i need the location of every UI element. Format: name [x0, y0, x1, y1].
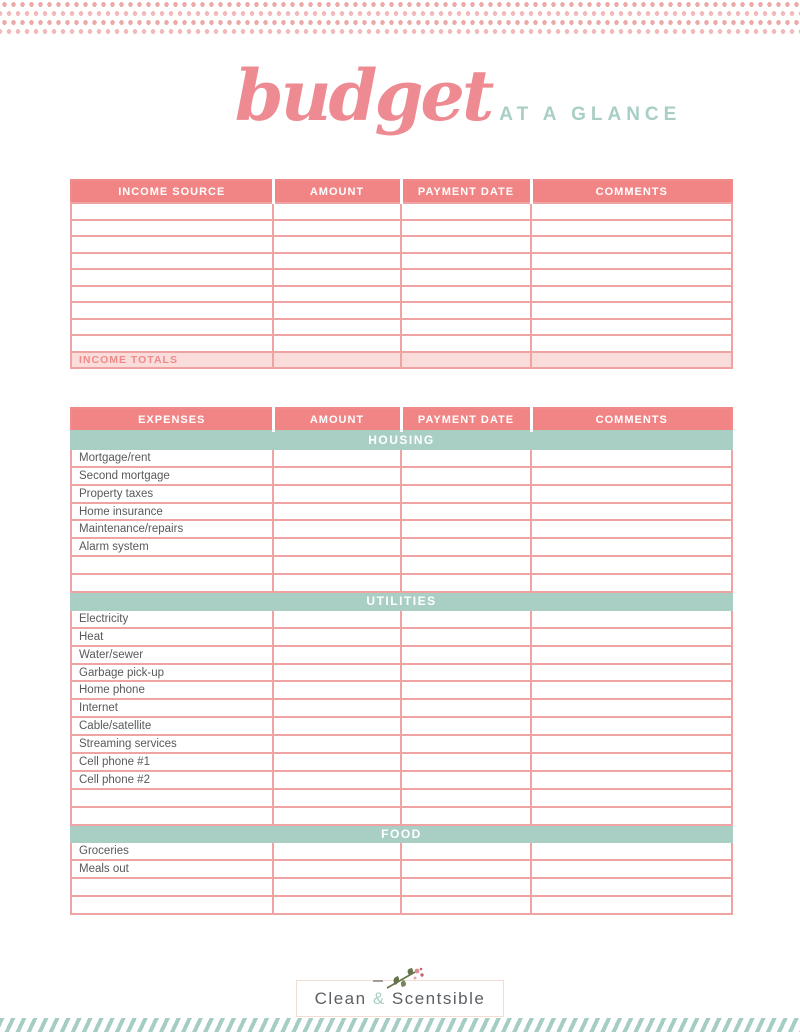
expense-empty-cell: [273, 485, 401, 503]
expense-empty-cell: [273, 753, 401, 771]
expense-empty-cell: [531, 699, 732, 717]
expense-empty-cell: [273, 860, 401, 878]
expense-empty-cell: [71, 878, 273, 896]
expense-empty-cell: [273, 538, 401, 556]
expense-row: [71, 485, 732, 503]
income-empty-cell: [531, 269, 732, 286]
income-row: [71, 203, 732, 220]
expenses-table-body: [71, 408, 732, 914]
brand-footer: [0, 976, 800, 1017]
income-empty-cell: [273, 253, 401, 270]
expenses-header-row: [71, 408, 732, 431]
income-empty-cell: [71, 335, 273, 352]
expense-empty-cell: [401, 467, 531, 485]
expense-empty-cell: [531, 538, 732, 556]
brand-word-scentsible: Scentsible: [391, 989, 486, 1008]
expense-label-cell: Cell phone #2: [71, 771, 273, 789]
expense-row: [71, 681, 732, 699]
income-empty-cell: [401, 302, 531, 319]
expense-empty-cell: [273, 878, 401, 896]
expense-empty-cell: [273, 896, 401, 914]
income-empty-cell: [71, 203, 273, 220]
expense-empty-cell: [531, 449, 732, 467]
expense-row: [71, 664, 732, 682]
expense-label-cell: Property taxes: [71, 485, 273, 503]
expense-empty-cell: [273, 807, 401, 825]
expense-empty-cell: [71, 807, 273, 825]
income-empty-cell: [401, 319, 531, 336]
income-empty-cell: [531, 236, 732, 253]
income-empty-cell: [71, 319, 273, 336]
expense-row: [71, 789, 732, 807]
expense-empty-cell: [531, 842, 732, 860]
section-band-utilities: [71, 592, 732, 610]
income-empty-cell: [71, 253, 273, 270]
expense-label-cell: Electricity: [71, 610, 273, 628]
income-row: [71, 236, 732, 253]
income-header-cell: COMMENTS: [531, 180, 732, 203]
expense-label-cell: Water/sewer: [71, 646, 273, 664]
polka-dot-top-border: [0, 0, 800, 35]
expense-row: [71, 628, 732, 646]
section-band-housing: [71, 431, 732, 449]
income-empty-cell: [401, 335, 531, 352]
income-totals-empty-cell: [401, 352, 531, 369]
expense-empty-cell: [401, 574, 531, 592]
expense-empty-cell: [401, 681, 531, 699]
expense-empty-cell: [531, 789, 732, 807]
expense-label-cell: Meals out: [71, 860, 273, 878]
expense-empty-cell: [531, 556, 732, 574]
expense-empty-cell: [273, 610, 401, 628]
expense-label-cell: Home insurance: [71, 503, 273, 521]
expense-empty-cell: [531, 503, 732, 521]
expense-empty-cell: [531, 735, 732, 753]
expense-empty-cell: [273, 574, 401, 592]
expense-label-cell: Second mortgage: [71, 467, 273, 485]
income-empty-cell: [273, 236, 401, 253]
expense-empty-cell: [531, 610, 732, 628]
income-empty-cell: [531, 335, 732, 352]
expense-label-cell: Cell phone #1: [71, 753, 273, 771]
income-header-cell: INCOME SOURCE: [71, 180, 273, 203]
expense-empty-cell: [71, 896, 273, 914]
income-empty-cell: [401, 236, 531, 253]
expense-empty-cell: [273, 646, 401, 664]
expense-empty-cell: [401, 842, 531, 860]
income-totals-empty-cell: [273, 352, 401, 369]
expense-empty-cell: [401, 503, 531, 521]
section-band-label: HOUSING: [71, 431, 732, 449]
brand-word-clean: Clean: [314, 989, 367, 1008]
expense-empty-cell: [71, 556, 273, 574]
expense-empty-cell: [531, 878, 732, 896]
expense-empty-cell: [401, 520, 531, 538]
expense-empty-cell: [273, 628, 401, 646]
income-row: [71, 335, 732, 352]
income-empty-cell: [273, 319, 401, 336]
expense-empty-cell: [531, 860, 732, 878]
expense-empty-cell: [531, 520, 732, 538]
expense-row: [71, 556, 732, 574]
income-row: [71, 302, 732, 319]
income-empty-cell: [273, 203, 401, 220]
expense-empty-cell: [401, 628, 531, 646]
expense-row: [71, 717, 732, 735]
expense-empty-cell: [273, 789, 401, 807]
expense-empty-cell: [531, 896, 732, 914]
expense-label-cell: Alarm system: [71, 538, 273, 556]
expense-row: [71, 449, 732, 467]
expense-empty-cell: [273, 556, 401, 574]
expense-label-cell: Heat: [71, 628, 273, 646]
expense-empty-cell: [531, 753, 732, 771]
expense-empty-cell: [273, 503, 401, 521]
expense-empty-cell: [401, 896, 531, 914]
expense-row: [71, 753, 732, 771]
title-script-budget: budget: [234, 54, 492, 137]
expense-label-cell: Garbage pick-up: [71, 664, 273, 682]
income-empty-cell: [401, 203, 531, 220]
expense-empty-cell: [401, 485, 531, 503]
income-row: [71, 269, 732, 286]
expense-empty-cell: [401, 699, 531, 717]
expense-empty-cell: [401, 646, 531, 664]
page-title-group: [235, 42, 682, 150]
income-empty-cell: [71, 220, 273, 237]
expense-empty-cell: [273, 664, 401, 682]
expense-label-cell: Groceries: [71, 842, 273, 860]
expense-empty-cell: [273, 735, 401, 753]
income-empty-cell: [273, 302, 401, 319]
income-row: [71, 286, 732, 303]
expense-empty-cell: [401, 771, 531, 789]
expense-empty-cell: [401, 717, 531, 735]
expense-empty-cell: [401, 610, 531, 628]
expense-empty-cell: [273, 771, 401, 789]
income-empty-cell: [273, 220, 401, 237]
expense-empty-cell: [531, 807, 732, 825]
income-empty-cell: [401, 253, 531, 270]
income-empty-cell: [531, 319, 732, 336]
income-empty-cell: [531, 286, 732, 303]
income-row: [71, 319, 732, 336]
expense-empty-cell: [273, 699, 401, 717]
brand-ampersand: &: [372, 989, 386, 1008]
expense-empty-cell: [401, 449, 531, 467]
expenses-header-cell: AMOUNT: [273, 408, 401, 431]
expense-empty-cell: [273, 717, 401, 735]
expense-row: [71, 574, 732, 592]
expense-row: [71, 807, 732, 825]
income-empty-cell: [273, 269, 401, 286]
expense-empty-cell: [401, 538, 531, 556]
expense-empty-cell: [531, 485, 732, 503]
expense-label-cell: Internet: [71, 699, 273, 717]
expense-empty-cell: [401, 807, 531, 825]
expense-empty-cell: [401, 789, 531, 807]
income-header-row: [71, 180, 732, 203]
income-totals-label-cell: INCOME TOTALS: [71, 352, 273, 369]
expense-row: [71, 503, 732, 521]
income-empty-cell: [401, 269, 531, 286]
expenses-header-cell: COMMENTS: [531, 408, 732, 431]
expense-empty-cell: [531, 681, 732, 699]
expense-empty-cell: [531, 771, 732, 789]
expense-empty-cell: [531, 467, 732, 485]
income-header-cell: PAYMENT DATE: [401, 180, 531, 203]
income-empty-cell: [71, 286, 273, 303]
income-totals-empty-cell: [531, 352, 732, 369]
expense-row: [71, 646, 732, 664]
income-empty-cell: [273, 335, 401, 352]
income-totals-row: [71, 352, 732, 369]
income-empty-cell: [71, 269, 273, 286]
section-band-food: [71, 825, 732, 843]
expense-empty-cell: [273, 449, 401, 467]
expense-label-cell: Streaming services: [71, 735, 273, 753]
expense-empty-cell: [531, 574, 732, 592]
expense-empty-cell: [531, 664, 732, 682]
expense-empty-cell: [531, 717, 732, 735]
expense-label-cell: Cable/satellite: [71, 717, 273, 735]
section-band-label: FOOD: [71, 825, 732, 843]
title-suffix-at-a-glance: AT A GLANCE: [499, 104, 682, 125]
expense-empty-cell: [531, 646, 732, 664]
section-band-label: UTILITIES: [71, 592, 732, 610]
expense-empty-cell: [401, 860, 531, 878]
expense-row: [71, 896, 732, 914]
income-empty-cell: [401, 286, 531, 303]
floral-sprig-icon: [371, 966, 429, 992]
income-header-cell: AMOUNT: [273, 180, 401, 203]
expense-empty-cell: [531, 628, 732, 646]
expense-empty-cell: [71, 789, 273, 807]
expense-row: [71, 860, 732, 878]
expense-empty-cell: [401, 753, 531, 771]
expense-empty-cell: [273, 520, 401, 538]
income-empty-cell: [401, 220, 531, 237]
expense-empty-cell: [273, 467, 401, 485]
expenses-table: [70, 407, 733, 915]
expense-row: [71, 771, 732, 789]
income-empty-cell: [71, 302, 273, 319]
income-row: [71, 220, 732, 237]
expense-row: [71, 538, 732, 556]
expense-empty-cell: [71, 574, 273, 592]
expense-row: [71, 520, 732, 538]
expense-row: [71, 610, 732, 628]
income-empty-cell: [531, 203, 732, 220]
income-table: [70, 179, 733, 369]
expense-label-cell: Home phone: [71, 681, 273, 699]
income-row: [71, 253, 732, 270]
diagonal-stripe-bottom-border: [0, 1018, 800, 1032]
expense-row: [71, 878, 732, 896]
income-empty-cell: [531, 302, 732, 319]
expense-empty-cell: [401, 878, 531, 896]
income-empty-cell: [71, 236, 273, 253]
expenses-header-cell: EXPENSES: [71, 408, 273, 431]
expense-empty-cell: [273, 842, 401, 860]
expense-label-cell: Mortgage/rent: [71, 449, 273, 467]
brand-logo: [296, 980, 505, 1017]
expense-row: [71, 735, 732, 753]
expense-label-cell: Maintenance/repairs: [71, 520, 273, 538]
expense-empty-cell: [401, 556, 531, 574]
income-empty-cell: [531, 253, 732, 270]
page-title: [0, 42, 800, 150]
expenses-header-cell: PAYMENT DATE: [401, 408, 531, 431]
income-empty-cell: [531, 220, 732, 237]
income-table-body: [71, 180, 732, 368]
expense-empty-cell: [401, 735, 531, 753]
expense-row: [71, 699, 732, 717]
expense-empty-cell: [401, 664, 531, 682]
expense-row: [71, 842, 732, 860]
income-empty-cell: [273, 286, 401, 303]
expense-row: [71, 467, 732, 485]
expense-empty-cell: [273, 681, 401, 699]
